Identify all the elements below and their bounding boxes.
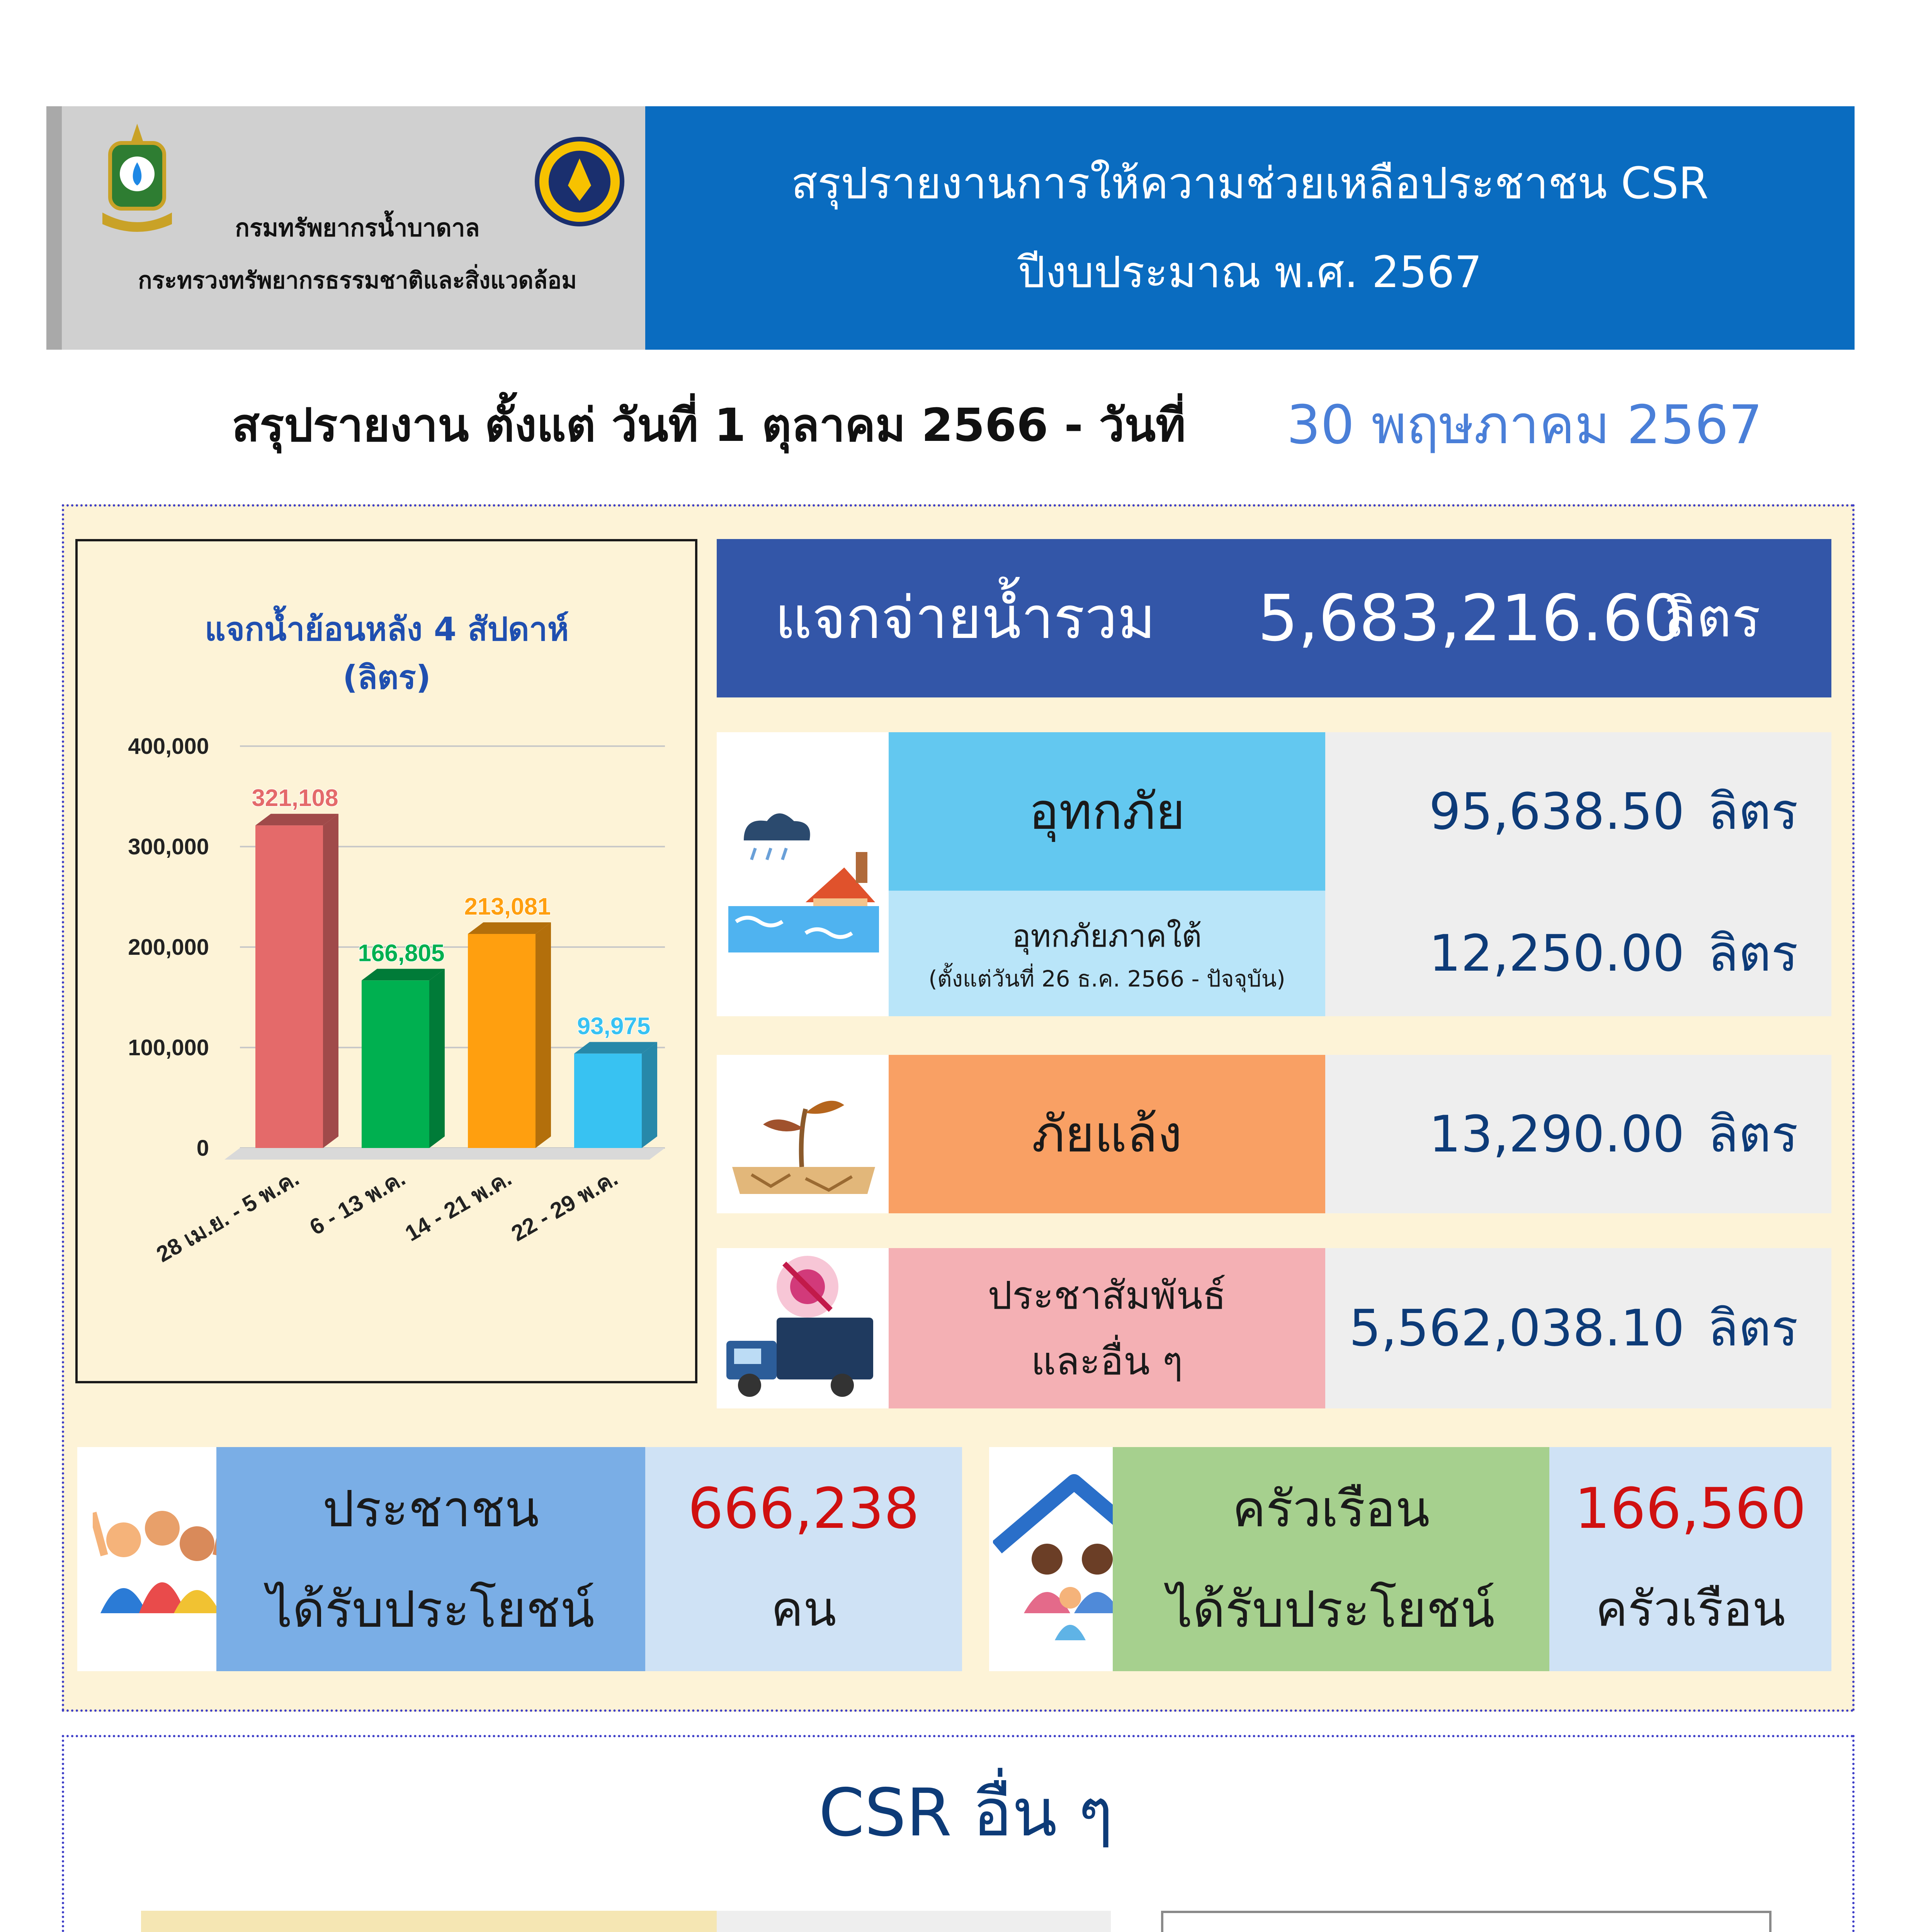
people-icon-box [77, 1447, 216, 1671]
household-unit: ครัวเรือน [1595, 1581, 1785, 1637]
bar-value-label: 213,081 [464, 893, 551, 920]
weekly-chart-title-line1: แจกน้ำย้อนหลัง 4 สัปดาห์ [204, 610, 569, 648]
pr-icon-box [717, 1248, 889, 1408]
pr-label-box [889, 1248, 1325, 1408]
csr-item-label [141, 1911, 717, 1932]
people-value: 666,238 [688, 1476, 920, 1541]
household-label-line2: ได้รับประโยชน์ [1167, 1580, 1495, 1639]
x-category-label: 14 - 21 พ.ค. [401, 1165, 516, 1247]
pr-unit: ลิตร [1708, 1299, 1798, 1357]
household-label-line1: ครัวเรือน [1232, 1480, 1430, 1538]
x-category-label: 6 - 13 พ.ค. [305, 1165, 410, 1240]
bar-side [642, 1042, 657, 1148]
bar-value-label: 321,108 [252, 785, 338, 812]
bar-side [323, 814, 338, 1148]
csr-item-unit [964, 1911, 1111, 1932]
people-value-box [645, 1447, 962, 1671]
drought-value: 13,290.00 [1429, 1105, 1685, 1163]
people-label-line1: ประชาชน [322, 1480, 539, 1538]
household-icon-box [989, 1447, 1113, 1671]
pr-value: 5,562,038.10 [1349, 1299, 1685, 1357]
flood-value: 95,638.50 [1429, 782, 1685, 841]
report-title-line1: สรุปรายงานการให้ความช่วยเหลือประชาชน CSR [791, 158, 1709, 209]
total-water-value: 5,683,216.60 [1258, 581, 1684, 655]
report-end-date: 30 พฤษภาคม 2567 [1287, 394, 1763, 456]
household-value: 166,560 [1574, 1476, 1806, 1541]
department-name: กรมทรัพยากรน้ำบาดาล [235, 214, 480, 242]
drought-label: ภัยแล้ง [889, 1055, 1325, 1213]
x-category-label: 28 เม.ย. - 5 พ.ค. [152, 1165, 303, 1267]
bar [574, 1054, 642, 1148]
people-unit: คน [771, 1581, 836, 1637]
drought-icon [728, 1070, 879, 1202]
south-flood-note: (ตั้งแต่วันที่ 26 ธ.ค. 2566 - ปัจจุบัน) [928, 965, 1285, 992]
bar [362, 980, 429, 1148]
x-category-label: 22 - 29 พ.ค. [507, 1165, 622, 1247]
csr-item-value [717, 1911, 964, 1932]
y-tick-label: 0 [196, 1136, 209, 1161]
csr-item-row [141, 1911, 1111, 1932]
assistance-pie-panel [1161, 1911, 1771, 1932]
drought-unit: ลิตร [1708, 1105, 1798, 1163]
chart-floor [224, 1148, 665, 1160]
bar-side [429, 969, 445, 1148]
total-water-label: แจกจ่ายน้ำรวม [775, 585, 1156, 652]
report-period: สรุปรายงาน ตั้งแต่ วันที่ 1 ตุลาคม 2566 - วันที่ [232, 398, 1186, 452]
south-flood-label-box [889, 891, 1325, 1016]
bar [468, 934, 536, 1148]
flood-unit: ลิตร [1708, 782, 1798, 841]
people-label-box [216, 1447, 645, 1671]
flood-icon [728, 806, 879, 952]
report-title-line2: ปีงบประมาณ พ.ศ. 2567 [1018, 247, 1482, 298]
bar-value-label: 166,805 [358, 940, 445, 967]
weekly-chart-title [78, 599, 696, 707]
pr-label-line1: ประชาสัมพันธ์ [988, 1272, 1226, 1318]
total-water-banner [717, 539, 1831, 697]
south-flood-label: อุทกภัยภาคใต้ [1012, 918, 1202, 954]
bar-side [536, 922, 551, 1148]
south-flood-value: 12,250.00 [1429, 924, 1685, 983]
weekly-bar-chart [78, 715, 696, 1372]
bar [255, 825, 323, 1148]
bar-value-label: 93,975 [577, 1013, 651, 1040]
flood-label: อุทกภัย [889, 732, 1325, 891]
report-title-banner [645, 106, 1855, 350]
y-tick-label: 300,000 [128, 834, 209, 859]
y-tick-label: 400,000 [128, 734, 209, 759]
drought-icon-box [717, 1055, 889, 1213]
water-truck-icon [719, 1252, 885, 1406]
pr-label-line2: และอื่น ๆ [1031, 1338, 1183, 1384]
weekly-chart-panel [75, 539, 697, 1383]
household-label-box [1113, 1447, 1549, 1671]
south-flood-unit: ลิตร [1708, 924, 1798, 983]
ministry-name: กระทรวงทรัพยากรธรรมชาติและสิ่งแวดล้อม [138, 267, 577, 294]
people-group-icon [93, 1497, 228, 1629]
csr-heading: CSR อื่น ๆ [818, 1775, 1114, 1851]
total-water-unit: ลิตร [1663, 587, 1761, 650]
y-tick-label: 100,000 [128, 1035, 209, 1060]
household-value-box [1549, 1447, 1831, 1671]
weekly-chart-title-line2: (ลิตร) [343, 658, 431, 696]
people-label-line2: ได้รับประโยชน์ [267, 1580, 595, 1639]
y-tick-label: 200,000 [128, 935, 209, 960]
flood-icon-box [717, 732, 889, 1016]
